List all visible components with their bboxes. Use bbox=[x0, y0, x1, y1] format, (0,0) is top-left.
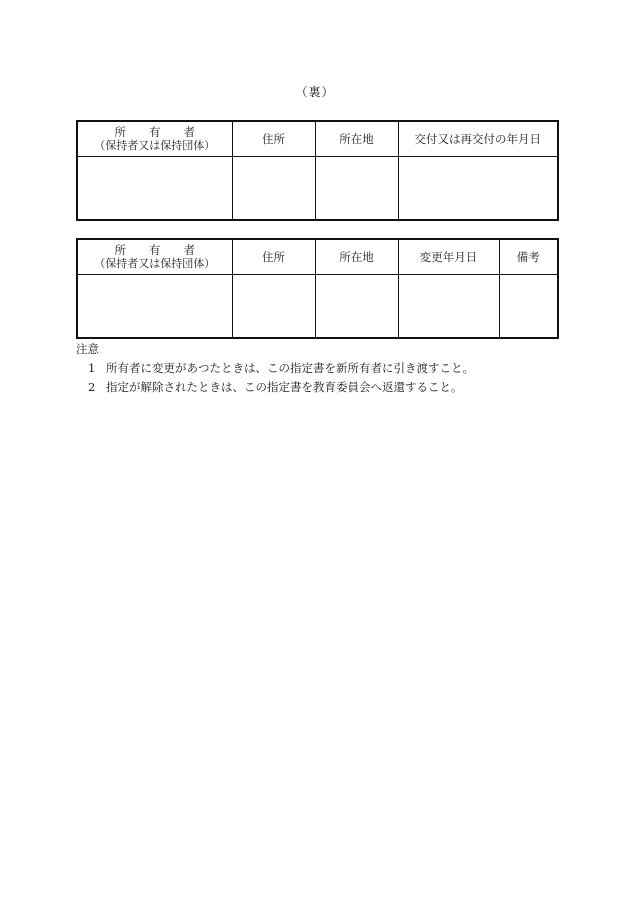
note-text: 指定が解除されたときは、この指定書を教育委員会へ返還すること。 bbox=[106, 380, 463, 394]
change-table-row bbox=[77, 275, 558, 339]
owner-header-sublabel: （保持者又は保持団体） bbox=[94, 139, 216, 152]
note-number: 2 bbox=[88, 380, 96, 394]
issuance-table-row bbox=[77, 157, 558, 221]
page-heading: （裏） bbox=[295, 85, 335, 99]
issuance-table-header-row bbox=[77, 121, 558, 157]
address-cell[interactable] bbox=[232, 275, 315, 339]
issue-date-cell[interactable] bbox=[398, 157, 558, 221]
note-item bbox=[76, 378, 576, 397]
owner-header bbox=[77, 239, 232, 275]
change-table-header-row bbox=[77, 239, 558, 275]
change-table bbox=[76, 238, 559, 339]
notes-section bbox=[76, 340, 576, 397]
issuance-table bbox=[76, 120, 559, 221]
location-header: 所在地 bbox=[315, 121, 398, 157]
owner-cell[interactable] bbox=[77, 275, 232, 339]
remarks-header: 備考 bbox=[499, 239, 558, 275]
location-cell[interactable] bbox=[315, 275, 398, 339]
notes-title: 注意 bbox=[76, 342, 99, 356]
issue-date-header: 交付又は再交付の年月日 bbox=[398, 121, 558, 157]
owner-header bbox=[77, 121, 232, 157]
owner-cell[interactable] bbox=[77, 157, 232, 221]
owner-header-sublabel: （保持者又は保持団体） bbox=[94, 257, 216, 270]
address-header: 住所 bbox=[232, 239, 315, 275]
location-header: 所在地 bbox=[315, 239, 398, 275]
address-cell[interactable] bbox=[232, 157, 315, 221]
note-item bbox=[76, 359, 576, 378]
change-date-header: 変更年月日 bbox=[398, 239, 499, 275]
note-number: 1 bbox=[88, 361, 96, 375]
owner-header-label: 所 有 者 bbox=[114, 243, 195, 257]
change-date-cell[interactable] bbox=[398, 275, 499, 339]
address-header: 住所 bbox=[232, 121, 315, 157]
owner-header-label: 所 有 者 bbox=[114, 125, 195, 139]
remarks-cell[interactable] bbox=[499, 275, 558, 339]
location-cell[interactable] bbox=[315, 157, 398, 221]
note-text: 所有者に変更があつたときは、この指定書を新所有者に引き渡すこと。 bbox=[106, 361, 474, 375]
